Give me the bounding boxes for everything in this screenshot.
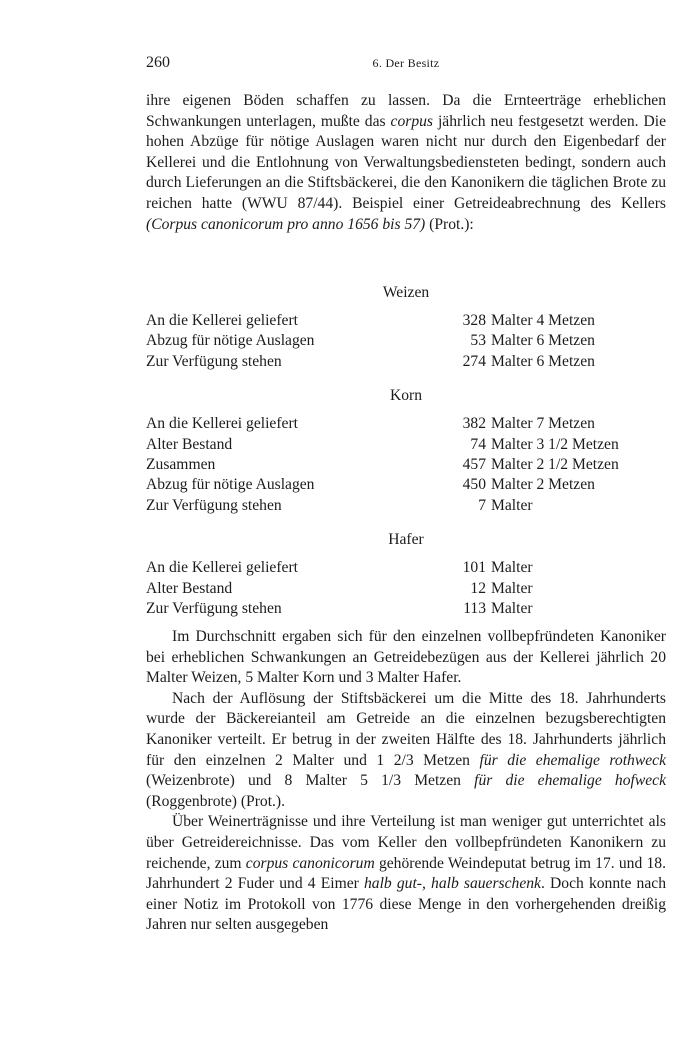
row-amount: 274 [462, 352, 486, 370]
table-row [146, 475, 666, 495]
ledger-table [146, 414, 666, 516]
row-amount: 450 [462, 476, 486, 494]
text-run: jährlich neu festgesetzt werden. Die hohen Abzüge für nötige Auslagen waren nicht nur durch den Eigenbedarf der Kellerei und die Entlohnung von Verwaltungsbediensteten bedingt, sondern auch durch Lieferungen an die Stiftsbäckerei, die den Kanonikern die täglichen Brote zu reichen hatte (WWU 87/44). Beispiel einer Getreideabrechnung des Kellers [146, 112, 666, 212]
row-unit: Malter [491, 600, 533, 618]
row-label: Zusammen [146, 456, 216, 474]
row-unit: Malter [491, 496, 533, 514]
text-run: gehörende Weindeputat betrug im 17. und 18. Jahrhundert 2 Fuder und 4 Eimer [146, 854, 666, 893]
grain-account-tables [146, 282, 666, 632]
table-row [146, 435, 666, 455]
page-header [146, 54, 666, 76]
row-label: Alter Bestand [146, 435, 233, 453]
row-amount: 7 [478, 496, 486, 514]
italic-term: corpus [390, 112, 433, 130]
text-run: Nach der Auflösung der Stiftsbäckerei um die Mitte des 18. Jahrhunderts wurde der Bäckereianteil am Getreide an die einzelnen bezugsberechtigten Kanoniker verteilt. Er betrug in der zweiten Hälfte des 18. Jahrhunderts jährlich für den einzelnen 2 Malter und 1 2/3 Metzen [146, 689, 666, 769]
row-amount: 12 [470, 579, 486, 597]
row-unit: Malter [491, 559, 533, 577]
grain-table-korn [146, 385, 666, 516]
row-amount: 74 [470, 435, 486, 453]
italic-term: corpus canonicorum [245, 854, 375, 872]
grain-table-title: Korn [389, 387, 423, 405]
table-row [146, 496, 666, 516]
grain-table-title: Hafer [388, 531, 424, 549]
italic-citation: (Corpus canonicorum pro anno 1656 bis 57) [146, 215, 426, 233]
italic-term: für die ehemalige hofweck [474, 772, 666, 790]
text-run: (Prot.): [425, 215, 474, 233]
row-unit: Malter 6 Metzen [491, 352, 595, 370]
text-run: Über Weinerträgnisse und ihre Verteilung ist man weniger gut unterrichtet als über Getreidereichnisse. Das vom Keller den vollbepfründeten Kanonikern zu reichende, zum [146, 813, 666, 872]
row-amount: 113 [463, 600, 486, 618]
row-amount: 53 [470, 332, 486, 350]
body-text-block [146, 627, 666, 936]
intro-paragraph-block [146, 91, 666, 235]
table-row [146, 599, 666, 619]
ledger-table [146, 558, 666, 619]
text-run: Im Durchschnitt ergaben sich für den einzelnen vollbepfründeten Kanoniker bei erheblichen Schwankungen an Getreidebezügen aus der Kellerei jährlich 20 Malter Weizen, 5 Malter Korn und 3 Malter Hafer. [146, 628, 666, 687]
grain-table-title: Weizen [382, 284, 430, 301]
row-label: An die Kellerei geliefert [146, 312, 298, 329]
text-run: ihre eigenen Böden schaffen zu lassen. Da die Ernteerträge erheblichen Schwankungen unterlagen, mußte das [146, 92, 666, 130]
table-row [146, 331, 666, 351]
table-row [146, 579, 666, 599]
row-label: An die Kellerei geliefert [146, 415, 298, 433]
row-unit: Malter [491, 579, 533, 597]
body-paragraph [146, 689, 666, 813]
row-unit: Malter 3 1/2 Metzen [491, 435, 619, 453]
row-label: Zur Verfügung stehen [146, 496, 282, 514]
table-row [146, 352, 666, 372]
italic-term: für die ehemalige rothweck [479, 751, 666, 769]
italic-term: halb gut-, halb sauerschenk [363, 875, 541, 893]
ledger-table [146, 311, 666, 372]
page-number: 260 [146, 54, 170, 71]
row-label: An die Kellerei geliefert [146, 559, 298, 577]
table-row [146, 414, 666, 434]
row-label: Abzug für nötige Auslagen [146, 476, 315, 494]
row-unit: Malter 2 1/2 Metzen [491, 456, 619, 474]
body-paragraph [146, 812, 666, 936]
row-label: Alter Bestand [146, 579, 233, 597]
text-run: (Weizenbrote) und 8 Malter 5 1/3 Metzen [146, 772, 475, 790]
grain-table-weizen [146, 282, 666, 372]
row-label: Abzug für nötige Auslagen [146, 332, 315, 350]
row-label: Zur Verfügung stehen [146, 352, 282, 370]
row-amount: 457 [462, 456, 486, 474]
row-unit: Malter 2 Metzen [491, 476, 595, 494]
running-head: 6. Der Besitz [372, 56, 440, 70]
table-row [146, 311, 666, 331]
body-paragraph [146, 627, 666, 689]
grain-table-hafer [146, 529, 666, 619]
row-unit: Malter 7 Metzen [491, 415, 595, 433]
row-amount: 101 [462, 559, 486, 577]
row-amount: 328 [462, 312, 486, 329]
row-amount: 382 [462, 415, 486, 433]
text-run: (Roggenbrote) (Prot.). [146, 792, 286, 810]
row-unit: Malter 6 Metzen [491, 332, 595, 350]
table-row [146, 455, 666, 475]
intro-paragraph [146, 91, 666, 235]
row-label: Zur Verfügung stehen [146, 600, 282, 618]
row-unit: Malter 4 Metzen [491, 312, 595, 329]
table-row [146, 558, 666, 578]
text-run: . Doch konnte nach einer Notiz im Protokoll von 1776 diese Menge in den vorhergehenden dreißig Jahren nur selten ausgegeben [146, 875, 666, 934]
